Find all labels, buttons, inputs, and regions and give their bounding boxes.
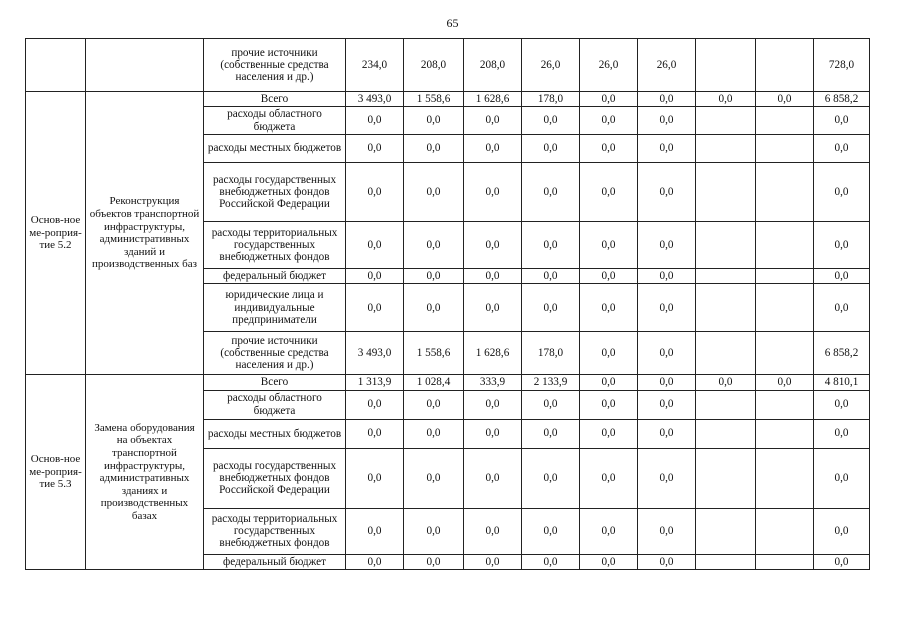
value-cell: 0,0 <box>346 554 404 569</box>
value-cell: 0,0 <box>814 107 870 134</box>
value-cell: 0,0 <box>696 375 756 390</box>
value-cell: 0,0 <box>814 554 870 569</box>
value-cell: 0,0 <box>346 508 404 554</box>
activity-code-cell: Основ-ное ме-роприя-тие 5.2 <box>26 92 86 375</box>
value-cell: 0,0 <box>814 221 870 268</box>
activity-code-cell: Основ-ное ме-роприя-тие 5.3 <box>26 375 86 570</box>
value-cell: 4 810,1 <box>814 375 870 390</box>
value-cell <box>696 268 756 283</box>
value-cell: 0,0 <box>580 390 638 419</box>
value-cell: 0,0 <box>522 221 580 268</box>
value-cell: 0,0 <box>814 419 870 448</box>
source-cell: юридические лица и индивидуальные предприниматели <box>204 284 346 332</box>
value-cell: 0,0 <box>522 508 580 554</box>
value-cell <box>696 332 756 375</box>
source-cell: Всего <box>204 92 346 107</box>
value-cell: 0,0 <box>638 221 696 268</box>
value-cell: 0,0 <box>580 134 638 162</box>
value-cell: 0,0 <box>346 268 404 283</box>
value-cell: 0,0 <box>404 134 464 162</box>
value-cell: 0,0 <box>580 375 638 390</box>
value-cell <box>756 284 814 332</box>
value-cell: 3 493,0 <box>346 92 404 107</box>
value-cell: 0,0 <box>814 134 870 162</box>
activity-title-cell: Реконструкция объектов транспортной инфраструктуры, административных зданий и производственных баз <box>86 92 204 375</box>
source-cell: федеральный бюджет <box>204 554 346 569</box>
source-cell: федеральный бюджет <box>204 268 346 283</box>
table-row <box>26 39 870 92</box>
value-cell <box>756 107 814 134</box>
value-cell <box>756 448 814 508</box>
value-cell: 0,0 <box>464 508 522 554</box>
value-cell <box>696 107 756 134</box>
value-cell: 0,0 <box>404 107 464 134</box>
value-cell: 0,0 <box>580 162 638 221</box>
value-cell <box>756 162 814 221</box>
page-number: 65 <box>446 16 459 30</box>
value-cell <box>696 39 756 92</box>
value-cell: 0,0 <box>580 92 638 107</box>
value-cell: 0,0 <box>638 268 696 283</box>
value-cell <box>756 221 814 268</box>
value-cell: 0,0 <box>638 448 696 508</box>
value-cell: 208,0 <box>404 39 464 92</box>
section-5-2 <box>26 92 870 375</box>
value-cell: 0,0 <box>522 268 580 283</box>
value-cell: 0,0 <box>404 508 464 554</box>
value-cell <box>756 390 814 419</box>
value-cell: 6 858,2 <box>814 92 870 107</box>
value-cell: 0,0 <box>580 419 638 448</box>
value-cell: 0,0 <box>346 284 404 332</box>
value-cell: 178,0 <box>522 92 580 107</box>
value-cell: 0,0 <box>522 448 580 508</box>
value-cell: 0,0 <box>580 508 638 554</box>
value-cell: 0,0 <box>522 162 580 221</box>
value-cell: 333,9 <box>464 375 522 390</box>
value-cell: 1 628,6 <box>464 92 522 107</box>
value-cell <box>696 419 756 448</box>
value-cell: 0,0 <box>464 419 522 448</box>
value-cell <box>696 284 756 332</box>
source-cell: расходы государственных внебюджетных фондов Российской Федерации <box>204 448 346 508</box>
empty-cell <box>86 39 204 92</box>
value-cell: 0,0 <box>346 221 404 268</box>
source-cell: расходы государственных внебюджетных фондов Российской Федерации <box>204 162 346 221</box>
value-cell: 0,0 <box>464 107 522 134</box>
value-cell: 728,0 <box>814 39 870 92</box>
value-cell: 0,0 <box>522 107 580 134</box>
value-cell: 234,0 <box>346 39 404 92</box>
value-cell <box>696 448 756 508</box>
budget-table <box>25 38 870 570</box>
value-cell: 0,0 <box>638 107 696 134</box>
value-cell: 0,0 <box>464 390 522 419</box>
value-cell: 0,0 <box>346 107 404 134</box>
value-cell: 0,0 <box>346 419 404 448</box>
value-cell: 0,0 <box>580 284 638 332</box>
value-cell: 1 028,4 <box>404 375 464 390</box>
value-cell <box>756 39 814 92</box>
value-cell: 0,0 <box>464 448 522 508</box>
value-cell: 0,0 <box>404 162 464 221</box>
value-cell: 1 628,6 <box>464 332 522 375</box>
value-cell: 0,0 <box>638 284 696 332</box>
value-cell: 0,0 <box>638 419 696 448</box>
value-cell <box>756 134 814 162</box>
value-cell <box>696 508 756 554</box>
value-cell: 0,0 <box>522 284 580 332</box>
value-cell: 0,0 <box>580 268 638 283</box>
value-cell <box>756 508 814 554</box>
value-cell: 0,0 <box>404 448 464 508</box>
value-cell: 1 558,6 <box>404 332 464 375</box>
value-cell: 0,0 <box>814 508 870 554</box>
value-cell: 0,0 <box>580 332 638 375</box>
value-cell: 6 858,2 <box>814 332 870 375</box>
value-cell: 0,0 <box>580 221 638 268</box>
value-cell: 2 133,9 <box>522 375 580 390</box>
table-row <box>26 92 870 107</box>
value-cell: 0,0 <box>464 554 522 569</box>
value-cell: 0,0 <box>404 419 464 448</box>
value-cell: 0,0 <box>580 554 638 569</box>
value-cell: 0,0 <box>696 92 756 107</box>
source-cell: Всего <box>204 375 346 390</box>
value-cell: 0,0 <box>464 221 522 268</box>
value-cell: 0,0 <box>522 554 580 569</box>
value-cell: 3 493,0 <box>346 332 404 375</box>
section-5-3 <box>26 375 870 570</box>
value-cell: 0,0 <box>580 107 638 134</box>
value-cell: 0,0 <box>464 162 522 221</box>
value-cell <box>696 390 756 419</box>
activity-title-cell: Замена оборудования на объектах транспортной инфраструктуры, административных зданиях и производственных базах <box>86 375 204 570</box>
source-cell: расходы местных бюджетов <box>204 419 346 448</box>
value-cell: 0,0 <box>638 332 696 375</box>
value-cell: 0,0 <box>814 284 870 332</box>
value-cell: 0,0 <box>404 284 464 332</box>
value-cell: 0,0 <box>404 268 464 283</box>
source-cell: расходы местных бюджетов <box>204 134 346 162</box>
value-cell: 26,0 <box>638 39 696 92</box>
value-cell: 0,0 <box>346 448 404 508</box>
value-cell: 1 313,9 <box>346 375 404 390</box>
value-cell: 0,0 <box>638 375 696 390</box>
value-cell: 0,0 <box>814 268 870 283</box>
value-cell: 0,0 <box>522 390 580 419</box>
value-cell: 0,0 <box>638 554 696 569</box>
value-cell <box>696 134 756 162</box>
value-cell: 0,0 <box>346 390 404 419</box>
source-cell: расходы областного бюджета <box>204 107 346 134</box>
source-cell: расходы областного бюджета <box>204 390 346 419</box>
value-cell: 0,0 <box>464 268 522 283</box>
value-cell <box>696 221 756 268</box>
value-cell <box>756 332 814 375</box>
value-cell: 0,0 <box>814 390 870 419</box>
value-cell: 0,0 <box>404 390 464 419</box>
value-cell: 0,0 <box>464 284 522 332</box>
table-row <box>26 375 870 390</box>
value-cell: 0,0 <box>638 92 696 107</box>
value-cell: 26,0 <box>522 39 580 92</box>
value-cell: 0,0 <box>638 134 696 162</box>
value-cell: 0,0 <box>346 162 404 221</box>
empty-cell <box>26 39 86 92</box>
value-cell: 0,0 <box>638 162 696 221</box>
value-cell: 0,0 <box>638 508 696 554</box>
value-cell <box>756 268 814 283</box>
value-cell: 0,0 <box>814 162 870 221</box>
value-cell: 0,0 <box>404 554 464 569</box>
value-cell <box>756 419 814 448</box>
value-cell: 0,0 <box>638 390 696 419</box>
value-cell: 26,0 <box>580 39 638 92</box>
source-cell: расходы территориальных государственных внебюджетных фондов <box>204 221 346 268</box>
value-cell: 0,0 <box>580 448 638 508</box>
value-cell: 208,0 <box>464 39 522 92</box>
value-cell: 0,0 <box>756 92 814 107</box>
value-cell: 0,0 <box>522 134 580 162</box>
source-cell: прочие источники (собственные средства населения и др.) <box>204 39 346 92</box>
value-cell <box>696 554 756 569</box>
value-cell: 0,0 <box>346 134 404 162</box>
value-cell <box>756 554 814 569</box>
value-cell: 0,0 <box>522 419 580 448</box>
value-cell <box>696 162 756 221</box>
source-cell: расходы территориальных государственных внебюджетных фондов <box>204 508 346 554</box>
value-cell: 178,0 <box>522 332 580 375</box>
value-cell: 0,0 <box>404 221 464 268</box>
value-cell: 0,0 <box>756 375 814 390</box>
value-cell: 0,0 <box>814 448 870 508</box>
value-cell: 0,0 <box>464 134 522 162</box>
value-cell: 1 558,6 <box>404 92 464 107</box>
source-cell: прочие источники (собственные средства населения и др.) <box>204 332 346 375</box>
